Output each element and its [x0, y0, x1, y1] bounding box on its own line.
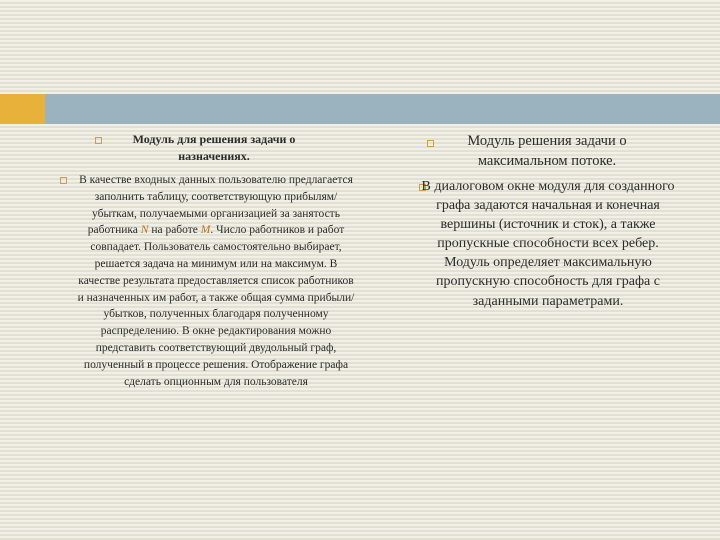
left-body-bullet-icon: [60, 177, 67, 184]
right-column-heading: Модуль решения задачи о максимальном потоке.: [467, 133, 627, 169]
variable-n: N: [140, 224, 149, 237]
variable-m: M: [200, 224, 211, 237]
left-body-text-1: В качестве входных данных пользователю предлагается заполнить таблицу, соответствующую прибылям/убыткам, получаемыми организацией за занятость работника: [79, 174, 353, 237]
left-body-text-3: . Число работников и работ совпадает. Пользователь самостоятельно выбирает, решается задача на минимум или на максимум. В качестве результата предоставляется список работников и назначенных им работ, а также общая сумма прибыли/убытков, полученных благодаря полученному распределению. В окне редактирования можно представить соответствующий двудольный граф, полученный в процессе решения. Отображение графа сделать опционным для пользователя: [77, 224, 355, 388]
left-body-text-2: на работе: [148, 224, 201, 237]
right-heading-bullet-icon: [427, 140, 434, 147]
left-column-body: [76, 172, 356, 390]
title-accent-block: [0, 94, 45, 124]
left-heading-bullet-icon: [95, 137, 102, 144]
right-column-body: В диалоговом окне модуля для созданного графа задаются начальная и конечная вершины (источник и сток), а также пропускные способности всех ребер. Модуль определяет максимальную пропускную способность для графа с заданными параметрами.: [421, 179, 675, 309]
title-band: [0, 94, 720, 124]
left-column-heading: Модуль для решения задачи о назначениях.: [132, 132, 296, 163]
